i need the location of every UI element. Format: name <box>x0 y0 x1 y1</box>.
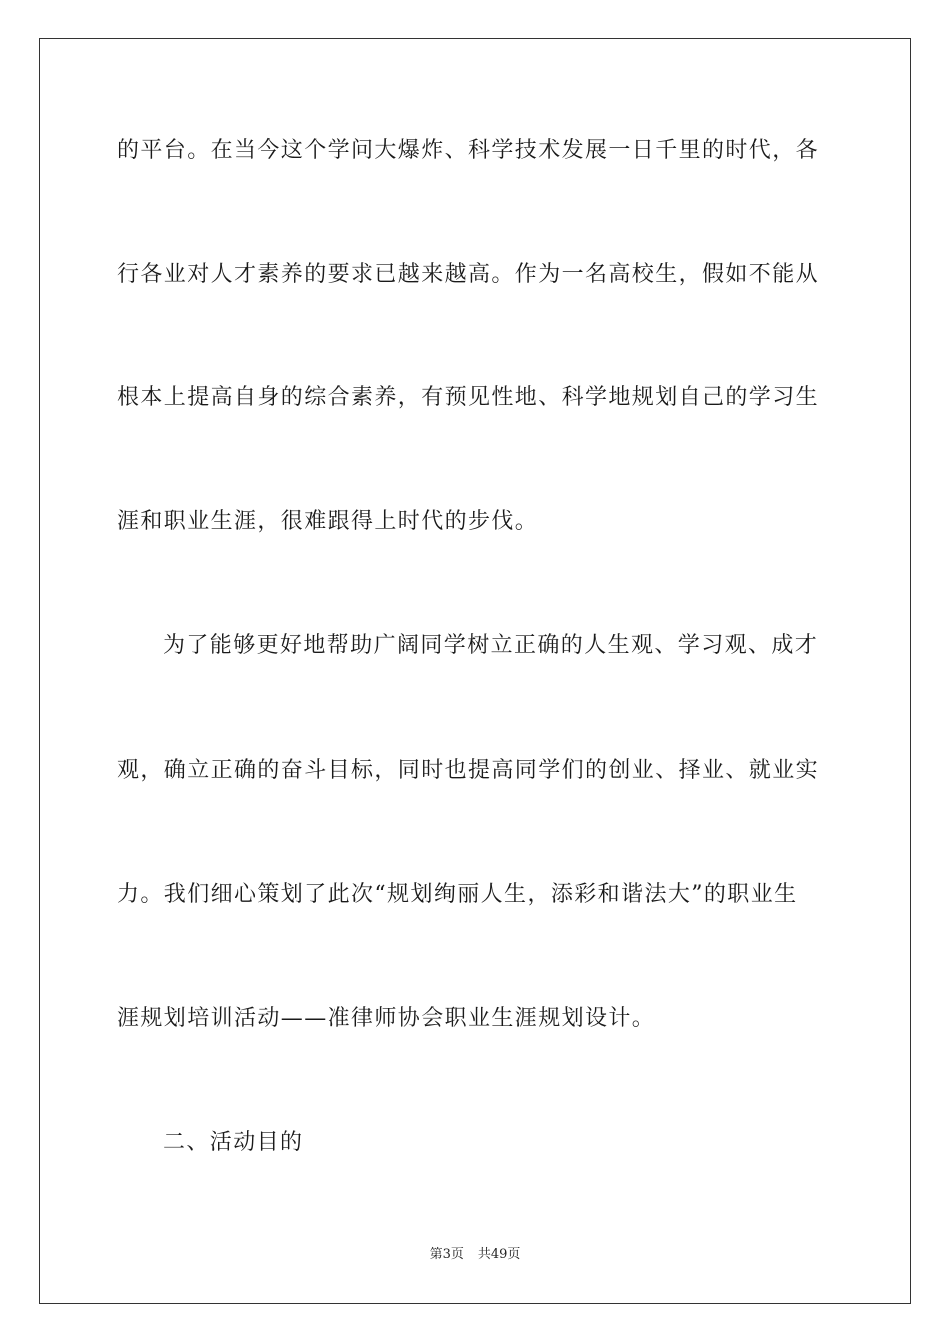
page-number: 第3页 <box>429 1247 464 1262</box>
section-heading: 二、活动目的 <box>163 1130 304 1155</box>
paragraph-line: 观，确立正确的奋斗目标，同时也提高同学们的创业、择业、就业实 <box>117 758 820 783</box>
paragraph-line: 行各业对人才素养的要求已越来越高。作为一名高校生，假如不能从 <box>117 262 820 287</box>
paragraph-line: 涯规划培训活动——准律师协会职业生涯规划设计。 <box>117 1006 656 1031</box>
paragraph-line: 的平台。在当今这个学问大爆炸、科学技术发展一日千里的时代，各 <box>117 138 820 163</box>
paragraph-line: 为了能够更好地帮助广阔同学树立正确的人生观、学习观、成才 <box>163 633 819 658</box>
page-total: 共49页 <box>477 1247 521 1262</box>
page-footer <box>0 1246 950 1264</box>
paragraph-line: 根本上提高自身的综合素养，有预见性地、科学地规划自己的学习生 <box>117 385 820 410</box>
paragraph-line: 力。我们细心策划了此次“规划绚丽人生，添彩和谐法大”的职业生 <box>117 882 798 907</box>
page-border <box>39 38 911 1304</box>
paragraph-line: 涯和职业生涯，很难跟得上时代的步伐。 <box>117 509 539 534</box>
